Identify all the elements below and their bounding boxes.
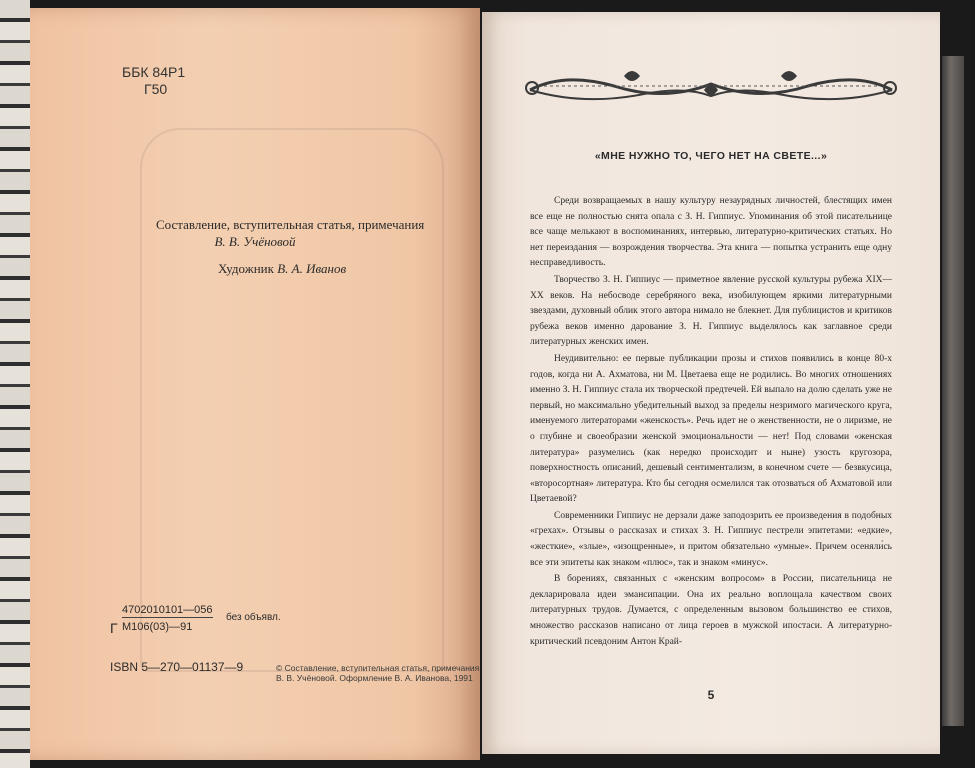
bbk-index-block: [122, 64, 185, 98]
paragraph: Неудивительно: ее первые публикации прозы и стихов появились в конце 80-х годов, когда ни А. Ахматова, ни М. Цветаева еще не родились. Во многих отношениях именно З. Н. Гиппиус стала их творческой предтечей. Ей выпало на долю сделать уже не первый, но максимально убедительный выход за пределы незримого магического круга, именуемого литераторами «женскость». Речь идет не о женственности, не о лиризме, не о глубине и своеобразии женской эмоциональности — нет! Под словами «женская литература» разумелись (как нередко происходит и ныне) узость кругозора, поверхностность описаний, дешевый сентиментализм, в конечном счете — безвкусица, «второсортная» литература. Кто бы сегодня осмелился так отозваться об Ахматовой или Цветаевой?: [530, 353, 892, 505]
no-announcement-note: без объявл.: [226, 612, 281, 623]
paragraph: Творчество З. Н. Гиппиус — приметное явление русской культуры рубежа XIX—XX веков. На небосводе серебряного века, изобилующем яркими литературными звездами, духовный облик этого автора нимало не блекнет. Для публицистов и критиков рубежа веков именно дарование З. Н. Гиппиус выделялось как заглавное среди литературных женских имен.: [530, 274, 892, 348]
isbn: ISBN 5—270—01137—9: [110, 660, 244, 674]
page-number: 5: [707, 688, 715, 702]
copyright-notice: [276, 663, 479, 683]
left-page: [30, 8, 480, 760]
body-text: [530, 194, 892, 651]
publication-code-bottom: М106(03)—91: [122, 621, 193, 633]
author-mark: Г50: [144, 81, 168, 97]
artist-name: В. А. Иванов: [277, 261, 347, 276]
book-spine-strip: [0, 0, 30, 768]
paragraph: Среди возвращаемых в нашу культуру незаурядных личностей, блестящих имен все еще не полностью снята опала с З. Н. Гиппиус. Упоминания об этой писательнице все чаще мелькают в воспоминаниях, интервью, литературно-критических статьях. Но нет переиздания — возрождения творчества. Эта книга — попытка устранить еще одну несправедливость.: [530, 196, 892, 269]
chapter-heading: «МНЕ НУЖНО ТО, ЧЕГО НЕТ НА СВЕТЕ...»: [594, 150, 828, 162]
artist-credit: [218, 261, 346, 277]
compiler-name: В. В. Учёновой: [214, 234, 296, 249]
g-mark: Г: [110, 620, 118, 636]
publication-code-top: 4702010101—056: [122, 604, 213, 616]
show-through-illustration: [140, 128, 444, 672]
decorative-garland-ornament: [524, 66, 898, 108]
book-right-edge: [942, 56, 964, 726]
copyright-line-1: © Составление, вступительная статья, примечания: [276, 663, 480, 673]
paragraph: Современники Гиппиус не дерзали даже заподозрить ее произведения в подобных «грехах». Отзывы о рассказах и стихах З. Н. Гиппиус пестрели эпитетами: «едкие», «жесткие», «злые», «изощренные», и притом обязательно «умные». Причем осеняли́сь все эти эпитеты как знаком «плюс», так и знаком «минус».: [530, 510, 892, 568]
copyright-line-2: В. В. Учёновой. Оформление В. А. Иванова, 1991: [276, 673, 473, 683]
artist-label: Художник: [218, 261, 274, 276]
bbk-index: ББК 84Р1: [122, 64, 186, 80]
paragraph: В борениях, связанных с «женским вопросом» в России, писательница не декларировала идеи эмансипации. Она их реально воплощала качеством своих литературных трудов. Думается, с определенным вызовом большинство ее стихов, множество рассказов написано от лица героев в мужской ипостаси. А литературно-критический псевдоним Антон Край-: [530, 574, 892, 647]
credits-line: Составление, вступительная статья, примечания: [156, 217, 425, 232]
